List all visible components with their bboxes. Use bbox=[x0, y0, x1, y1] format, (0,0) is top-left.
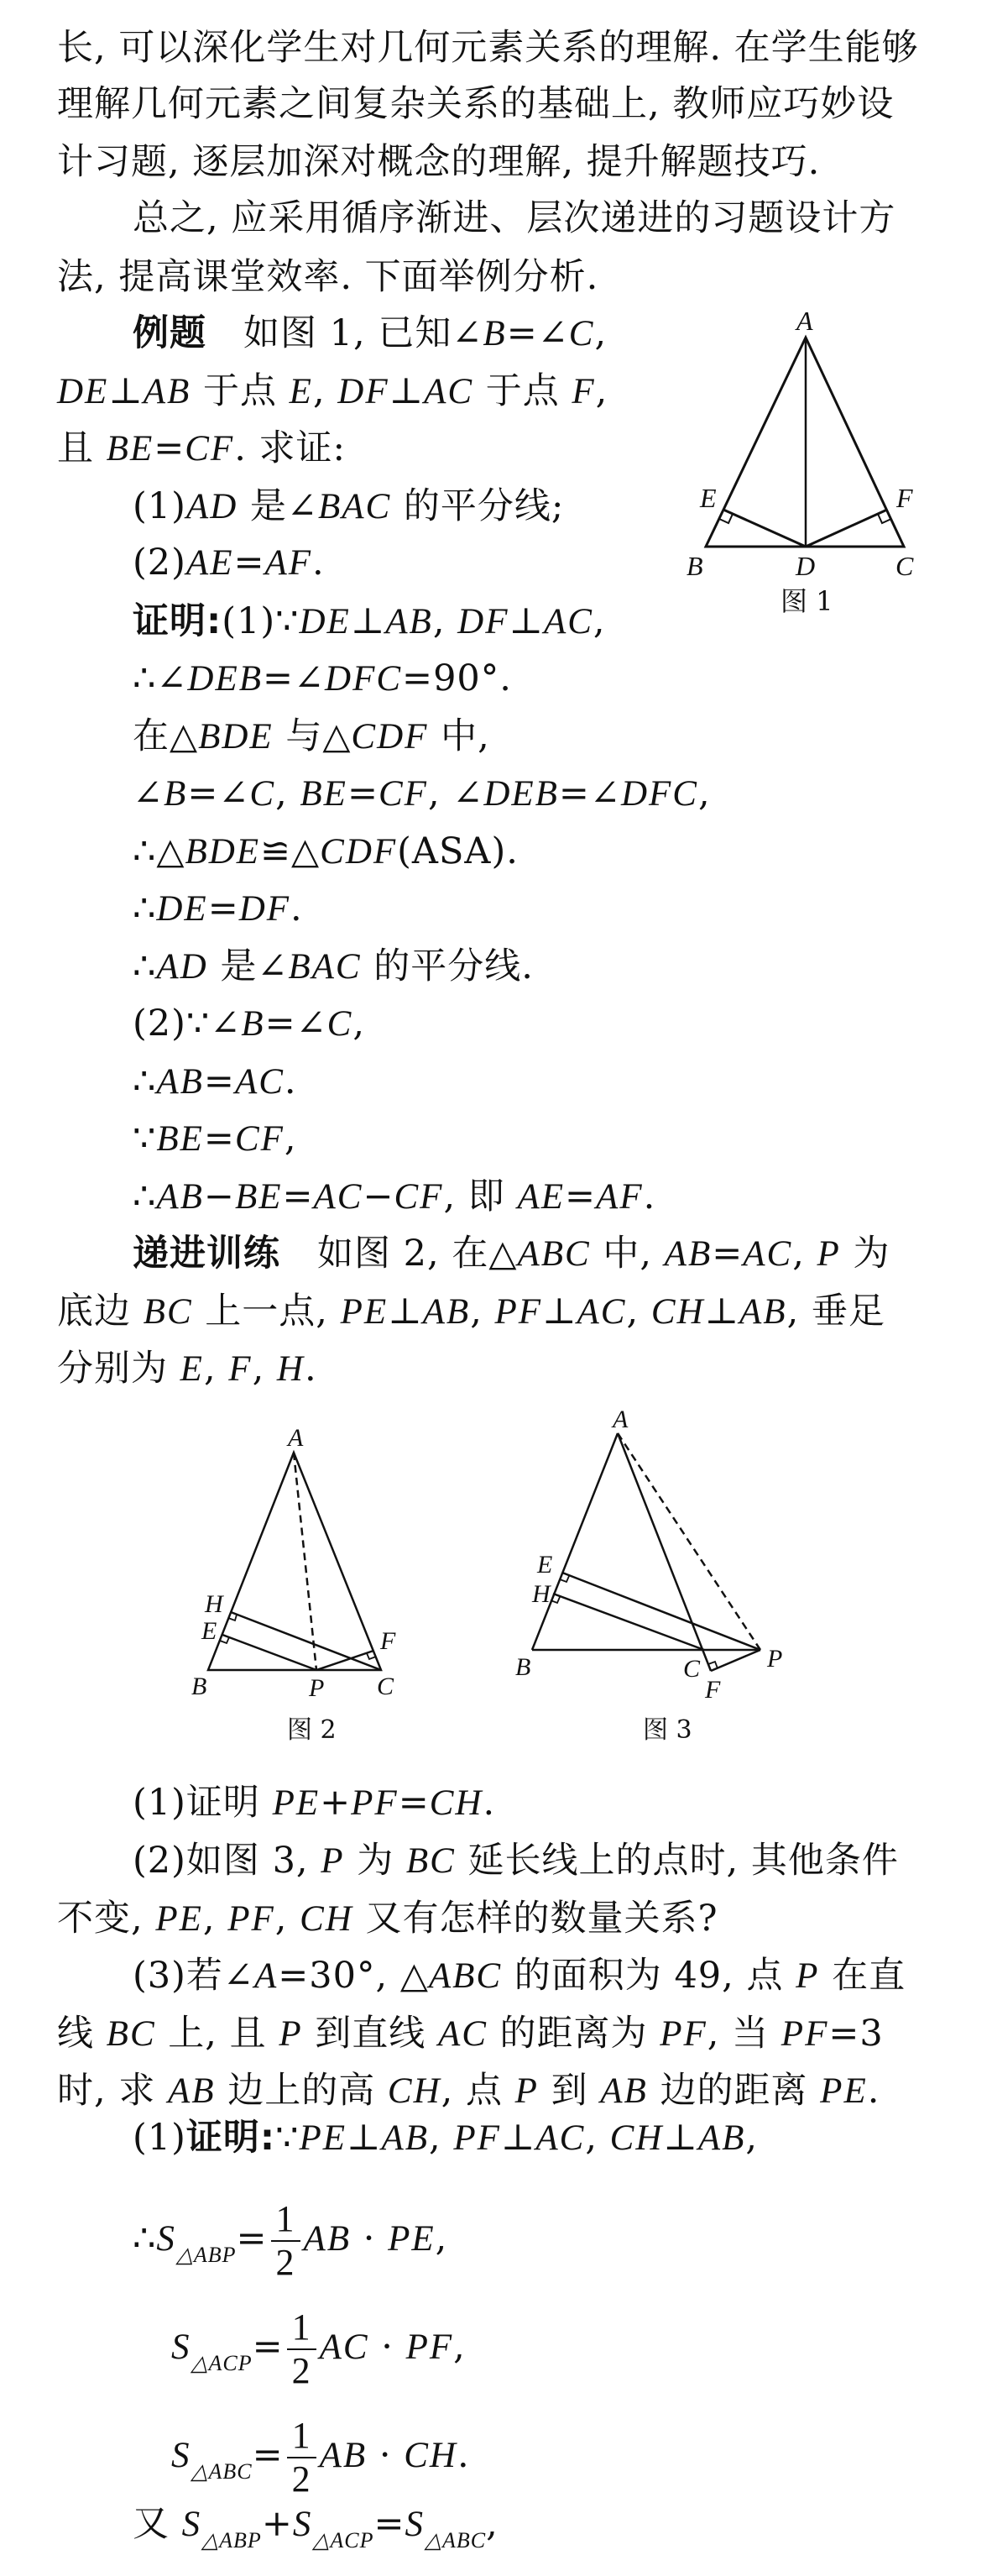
plus: + bbox=[261, 2503, 293, 2545]
text-line: (3)若∠A=30°, △ABC 的面积为 49, 点 P 在直 bbox=[133, 1955, 906, 1997]
figure-caption: 图 3 bbox=[643, 1715, 692, 1745]
area-symbol: S bbox=[171, 2327, 191, 2367]
point-label: H bbox=[205, 1590, 223, 1618]
solution-prefix: (1) bbox=[133, 2117, 186, 2159]
segment-ch bbox=[553, 1594, 704, 1650]
segment-ab bbox=[532, 1433, 618, 1650]
point-label: F bbox=[896, 483, 913, 513]
comma: , bbox=[486, 2503, 499, 2545]
proof-label: 证明: bbox=[133, 600, 222, 642]
therefore-symbol: ∴ bbox=[133, 2217, 157, 2259]
text-line: 不变, PE, PF, CH 又有怎样的数量关系? bbox=[57, 1898, 718, 1940]
text-line: ∵PE⊥AB, PF⊥AC, CH⊥AB, bbox=[275, 2117, 759, 2159]
text-line: ∴AD 是∠BAC 的平分线. bbox=[133, 945, 534, 987]
text-line: DE⊥AB 于点 E, DF⊥AC 于点 F, bbox=[57, 370, 608, 412]
point-label: H bbox=[532, 1580, 551, 1608]
segment-df bbox=[806, 510, 887, 547]
text-line: (2)∵∠B=∠C, bbox=[133, 1003, 365, 1045]
point-label: B bbox=[515, 1653, 531, 1681]
equals: = bbox=[236, 2217, 268, 2259]
equals: = bbox=[252, 2326, 284, 2368]
text-line: 分别为 E, F, H. bbox=[57, 1348, 317, 1390]
point-label: A bbox=[613, 1406, 629, 1433]
text-line: 如图 2, 在△ABC 中, AB=AC, P 为 bbox=[317, 1233, 890, 1275]
segment-pf bbox=[316, 1651, 373, 1670]
subscript: △ABP bbox=[201, 2528, 262, 2552]
text-line: ∴AB=AC. bbox=[133, 1060, 297, 1102]
figure-caption: 图 1 bbox=[781, 585, 833, 617]
equals: = bbox=[252, 2434, 284, 2476]
subscript: △ABC bbox=[191, 2459, 253, 2484]
point-label: P bbox=[767, 1645, 783, 1673]
figure-caption: 图 2 bbox=[287, 1715, 337, 1745]
area-symbol: S bbox=[292, 2505, 313, 2544]
figure-3-labels bbox=[515, 1406, 782, 1745]
figure-1-labels bbox=[687, 306, 914, 617]
point-label: C bbox=[683, 1655, 701, 1683]
segment-pe bbox=[562, 1573, 760, 1650]
point-label: F bbox=[380, 1627, 396, 1655]
text-line: 法, 提高课堂效率. 下面举例分析. bbox=[57, 256, 599, 298]
formula-rest: AB · PE, bbox=[303, 2217, 448, 2259]
numerator: 1 bbox=[287, 2306, 316, 2350]
point-label: B bbox=[687, 551, 703, 581]
point-label: A bbox=[288, 1424, 304, 1452]
numerator: 1 bbox=[271, 2198, 300, 2242]
text-line: 且 BE=CF. 求证: bbox=[57, 427, 347, 469]
text-line: ∴DE=DF. bbox=[133, 887, 303, 929]
subscript: △ABC bbox=[424, 2528, 487, 2552]
text-line: (1)证明 PE+PF=CH. bbox=[133, 1782, 496, 1824]
text-line: 时, 求 AB 边上的高 CH, 点 P 到 AB 边的距离 PE. bbox=[57, 2070, 880, 2112]
text-line: 计习题, 逐层加深对概念的理解, 提升解题技巧. bbox=[57, 141, 821, 183]
subscript: △ACP bbox=[312, 2528, 374, 2552]
formula-rest: AC · PF, bbox=[319, 2326, 466, 2368]
text-line: 总之, 应采用循序渐进、层次递进的习题设计方 bbox=[133, 197, 896, 239]
text-line: ∵BE=CF, bbox=[133, 1118, 297, 1160]
segment-de bbox=[723, 510, 806, 547]
text-line: ∴∠DEB=∠DFC=90°. bbox=[133, 657, 512, 699]
text-line: 理解几何元素之间复杂关系的基础上, 教师应巧妙设 bbox=[57, 83, 895, 125]
text-line: ∠B=∠C, BE=CF, ∠DEB=∠DFC, bbox=[133, 772, 711, 814]
text-line: (1)AD 是∠BAC 的平分线; bbox=[133, 485, 565, 527]
text-line: 底边 BC 上一点, PE⊥AB, PF⊥AC, CH⊥AB, 垂足 bbox=[57, 1291, 885, 1333]
training-label: 递进训练 bbox=[133, 1233, 280, 1275]
area-symbol: S bbox=[405, 2505, 425, 2544]
point-label: C bbox=[377, 1673, 394, 1700]
text-line: (2)AE=AF. bbox=[133, 542, 325, 584]
numerator: 1 bbox=[287, 2415, 316, 2458]
segment-ch bbox=[231, 1612, 381, 1670]
text-line: (2)如图 3, P 为 BC 延长线上的点时, 其他条件 bbox=[133, 1840, 899, 1882]
figure-2 bbox=[208, 1453, 381, 1670]
text-line: ∴AB−BE=AC−CF, 即 AE=AF. bbox=[133, 1175, 656, 1217]
denominator: 2 bbox=[275, 2242, 295, 2283]
example-label: 例题 bbox=[133, 312, 206, 354]
figure-1 bbox=[706, 338, 904, 547]
text-line: ∴△BDE≌△CDF(ASA). bbox=[133, 830, 519, 872]
point-label: P bbox=[309, 1674, 325, 1702]
solution-label: 证明: bbox=[185, 2117, 276, 2159]
area-symbol: S bbox=[181, 2505, 202, 2544]
point-label: B bbox=[191, 1673, 207, 1700]
point-label: F bbox=[705, 1676, 721, 1704]
segment-pf bbox=[711, 1650, 760, 1671]
point-label: A bbox=[796, 306, 813, 336]
figure-3 bbox=[532, 1433, 760, 1671]
text-line: 如图 1, 已知∠B=∠C, bbox=[243, 312, 608, 354]
text: 又 bbox=[133, 2503, 170, 2545]
point-label: E bbox=[201, 1617, 217, 1645]
denominator: 2 bbox=[291, 2350, 311, 2391]
text-line: 在△BDE 与△CDF 中, bbox=[133, 715, 490, 757]
point-label: E bbox=[700, 483, 717, 513]
area-symbol: S bbox=[171, 2436, 191, 2475]
point-label: E bbox=[537, 1551, 553, 1579]
figure-2-labels bbox=[191, 1424, 396, 1745]
formula-rest: AB · CH. bbox=[319, 2434, 470, 2476]
point-label: D bbox=[796, 551, 816, 581]
text-line: (1)∵DE⊥AB, DF⊥AC, bbox=[222, 600, 606, 642]
subscript: △ABP bbox=[175, 2243, 237, 2267]
subscript: △ACP bbox=[191, 2351, 253, 2375]
text-line: 长, 可以深化学生对几何元素关系的理解. 在学生能够 bbox=[57, 27, 919, 69]
text-line: 线 BC 上, 且 P 到直线 AC 的距离为 PF, 当 PF=3 bbox=[57, 2013, 884, 2055]
equals: = bbox=[373, 2503, 405, 2545]
denominator: 2 bbox=[291, 2458, 311, 2500]
area-symbol: S bbox=[156, 2219, 176, 2259]
point-label: C bbox=[895, 551, 914, 581]
